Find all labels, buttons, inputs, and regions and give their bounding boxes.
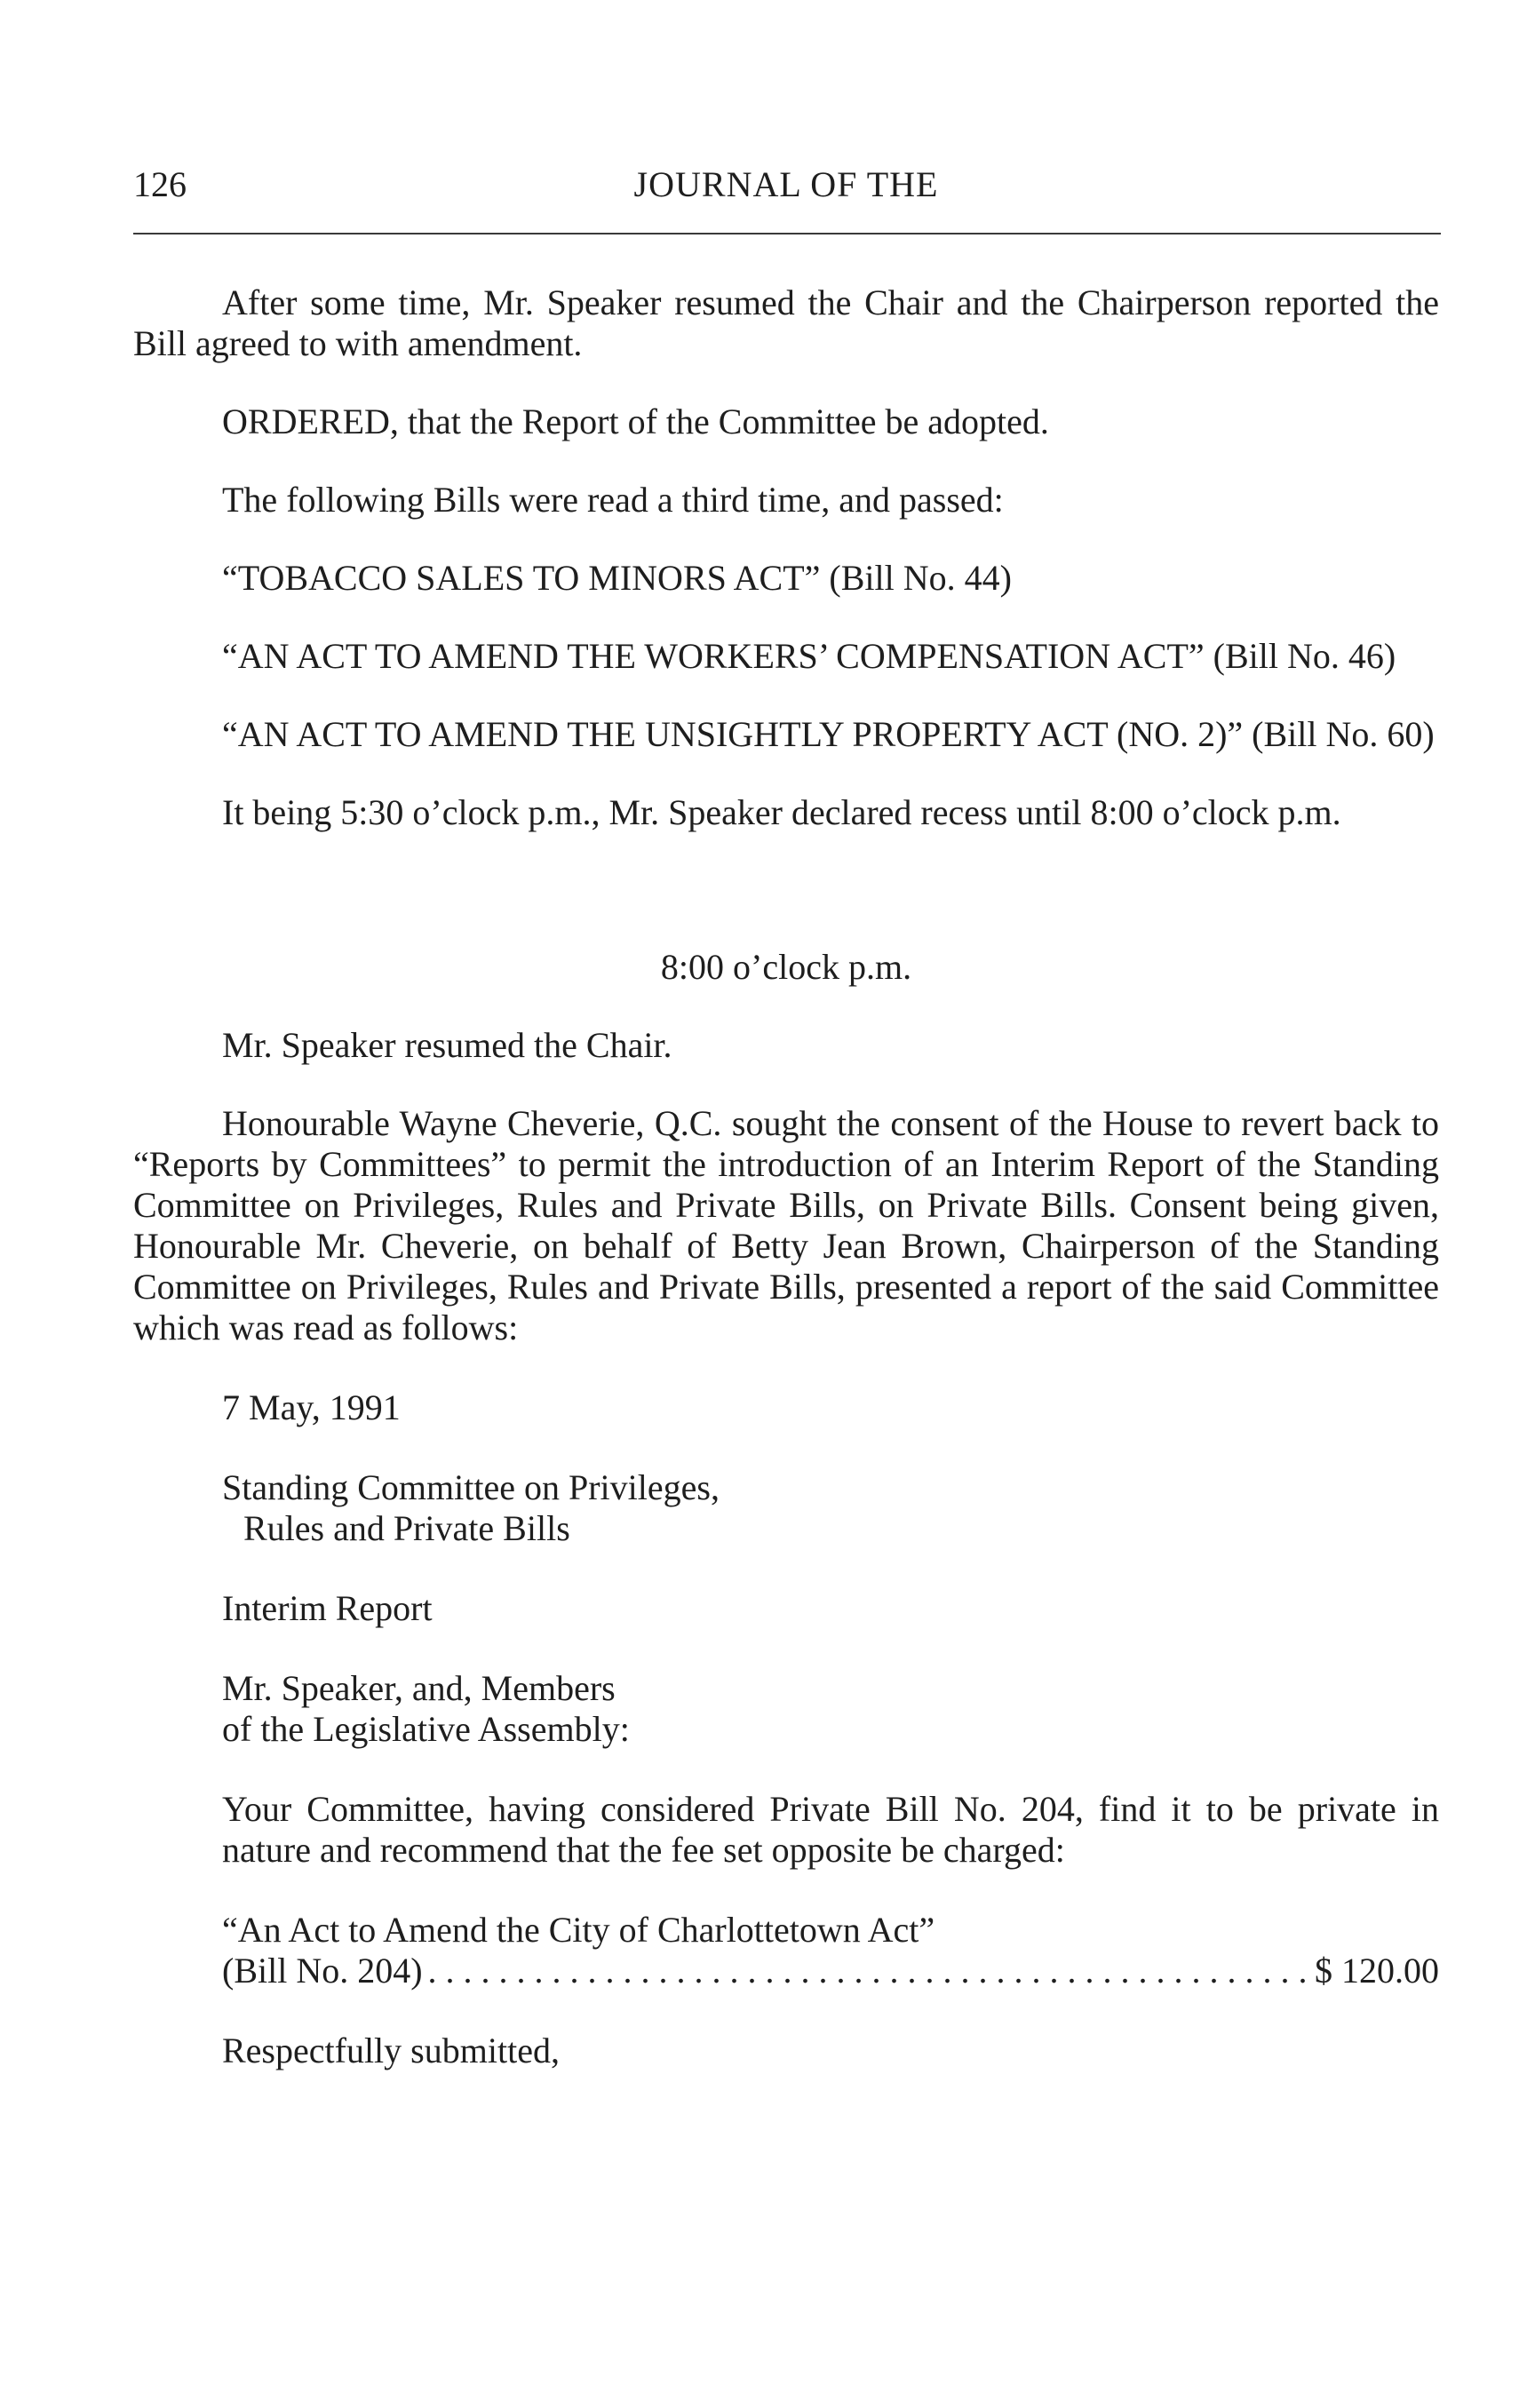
paragraph-third-reading: The following Bills were read a third time, and passed: [222, 480, 1004, 520]
bill-item: “AN ACT TO AMEND THE UNSIGHTLY PROPERTY ACT (NO. 2)” (Bill No. 60) [222, 714, 1435, 754]
report-committee-line2: Rules and Private Bills [243, 1508, 570, 1548]
paragraph-ordered: ORDERED, that the Report of the Committee be adopted. [222, 401, 1049, 441]
report-bill-number: (Bill No. 204) [222, 1951, 423, 1991]
report-salutation-line2: of the Legislative Assembly: [222, 1709, 630, 1749]
running-head: JOURNAL OF THE [633, 164, 939, 204]
bill-item: “TOBACCO SALES TO MINORS ACT” (Bill No. 44) [222, 558, 1012, 598]
committee-report [133, 1387, 1439, 2071]
report-bill-title: “An Act to Amend the City of Charlottetown Act” [222, 1910, 935, 1950]
report-type: Interim Report [222, 1588, 433, 1628]
fee-line [133, 1951, 1439, 1991]
paragraph-resumed: Mr. Speaker resumed the Chair. [222, 1025, 672, 1065]
page-number: 126 [133, 164, 187, 204]
header-rule [133, 233, 1441, 234]
page-header [133, 158, 1439, 211]
report-committee-line1: Standing Committee on Privileges, [222, 1467, 720, 1507]
paragraph-recess: It being 5:30 o’clock p.m., Mr. Speaker declared recess until 8:00 o’clock p.m. [222, 792, 1341, 832]
time-heading: 8:00 o’clock p.m. [660, 947, 912, 987]
journal-body [133, 282, 1439, 2071]
report-content: Your Committee, having considered Private Bill No. 204, find it to be private in nature and recommend that the fee set opposite be charged: [222, 1789, 1439, 1870]
report-salutation-line1: Mr. Speaker, and, Members [222, 1668, 616, 1708]
report-closing: Respectfully submitted, [222, 2031, 560, 2070]
bill-item: “AN ACT TO AMEND THE WORKERS’ COMPENSATION ACT” (Bill No. 46) [222, 636, 1396, 676]
dot-leader [428, 1951, 1309, 1991]
paragraph-committee-report: After some time, Mr. Speaker resumed the Chair and the Chairperson reported the Bill agreed to with amendment. [133, 282, 1439, 363]
report-date: 7 May, 1991 [222, 1387, 401, 1427]
fee-amount: $ 120.00 [1315, 1951, 1439, 1991]
bill-list [133, 558, 1439, 755]
paragraph-consent: Honourable Wayne Cheverie, Q.C. sought the consent of the House to revert back to “Reports by Committees” to permit the introduction of an Interim Report of the Standing Committee on Privileges, Rules and Private Bills, on Private Bills. Consent being given, Honourable Mr. Cheverie, on behalf of Betty Jean Brown, Chairperson of the Standing Committee on Privileges, Rules and Private Bills, presented a report of the said Committee which was read as follows: [133, 1103, 1439, 1347]
